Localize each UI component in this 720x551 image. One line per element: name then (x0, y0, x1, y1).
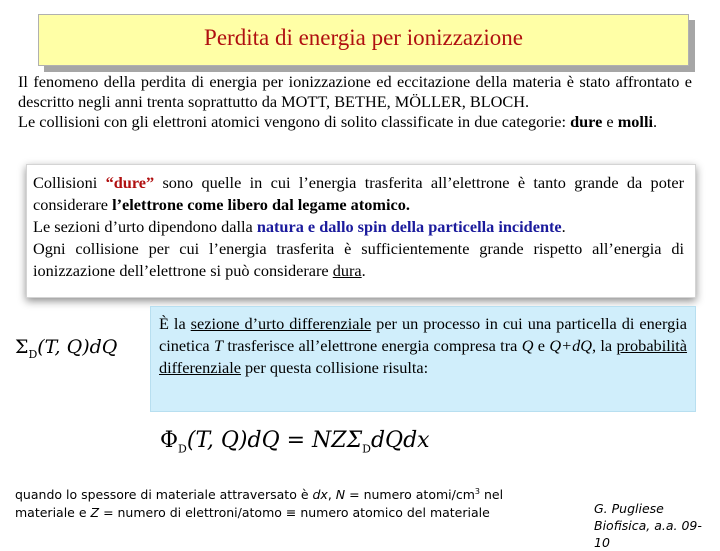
hard-collisions-box (26, 164, 696, 298)
foot-text-4: nel materiale e (15, 487, 504, 521)
definition-box (150, 306, 696, 412)
course-label: Biofisica, a.a. 09-10 (594, 518, 702, 550)
def-text-2: per un processo in cui una particella di energia cinetica (159, 314, 687, 355)
sigma-subscript-2: D (362, 442, 371, 456)
def-text-3: trasferisce all’elettrone energia compresa tra (223, 336, 522, 355)
footnote (15, 483, 560, 522)
var-dx: dx (312, 487, 328, 503)
hard-text-4: . (561, 217, 566, 236)
foot-text-2: , (327, 487, 336, 503)
var-Q: Q (521, 336, 534, 355)
intro-text-3: e (602, 112, 618, 131)
intro-text-end: . (653, 112, 658, 131)
intro-text-1: Il fenomeno della perdita di energia per ionizzazione ed eccitazione della materia è stato affrontato e descritto negli anni trenta soprattutto da MOTT, BETHE, MÖLLER, BLOCH. (18, 72, 692, 111)
signature (594, 500, 714, 551)
sigma-subscript: D (28, 347, 38, 361)
formula-middle: (T, Q)dQ = NZΣ (186, 428, 363, 453)
intro-paragraph (18, 72, 692, 132)
hard-text-2: sono quelle in cui l’energia trasferita all’elettrone è tanto grande da poter considerare (33, 173, 685, 214)
def-text-5: , la (592, 336, 617, 355)
hard-text-3: Le sezioni d’urto dipendono dalla (33, 217, 257, 236)
foot-text-5: = numero di elettroni/atomo ≡ numero atomico del materiale (99, 505, 490, 521)
sigma-symbol: Σ (15, 336, 29, 358)
def-text-6: per questa collisione risulta: (240, 358, 429, 377)
foot-text-3: = numero atomi/cm (345, 487, 475, 503)
foot-superscript: 3 (474, 487, 480, 496)
hard-text-5: Ogni collisione per cui l’energia trasferita è sufficientemente grande rispetto all’energia di ionizzazione dell’elettrone si può considerare (33, 239, 684, 280)
foot-text-1: quando lo spessore di materiale attraversato è (15, 487, 313, 503)
intro-text-2: Le collisioni con gli elettroni atomici vengono di solito classificate in due categorie: (18, 112, 571, 131)
var-T: T (213, 336, 224, 355)
term-molli: molli (617, 112, 653, 131)
title-box (38, 14, 689, 66)
def-text-4: e (533, 336, 550, 355)
def-text-1: È la (159, 314, 191, 333)
term-differential-cross-section: sezione d’urto differenziale (190, 314, 372, 333)
definition-text (159, 313, 687, 379)
hard-text-1: Collisioni (33, 173, 106, 192)
author-name: G. Pugliese (594, 501, 664, 516)
page-title: Perdita di energia per ionizzazione (204, 25, 523, 50)
term-dure-quoted: “dure” (105, 173, 155, 192)
free-electron-phrase: l’elettrone come libero dal legame atomico. (112, 195, 410, 214)
term-dure: dure (570, 112, 603, 131)
sigma-arguments: (T, Q)dQ (37, 336, 118, 358)
var-QdQ: Q+dQ (549, 336, 592, 355)
probability-formula (160, 428, 430, 455)
formula-end: dQdx (370, 428, 430, 453)
term-dura: dura (332, 261, 362, 280)
phi-subscript: D (178, 442, 187, 456)
term-differential-probability: probabilità differenziale (159, 336, 688, 377)
hard-collisions-text (33, 172, 684, 282)
var-Z: Z (90, 505, 100, 521)
var-N: N (335, 487, 346, 503)
phi-symbol: Φ (160, 428, 179, 453)
hard-text-6: . (361, 261, 366, 280)
cross-section-formula (15, 336, 117, 361)
nature-spin-phrase: natura e dallo spin della particella incidente (256, 217, 562, 236)
